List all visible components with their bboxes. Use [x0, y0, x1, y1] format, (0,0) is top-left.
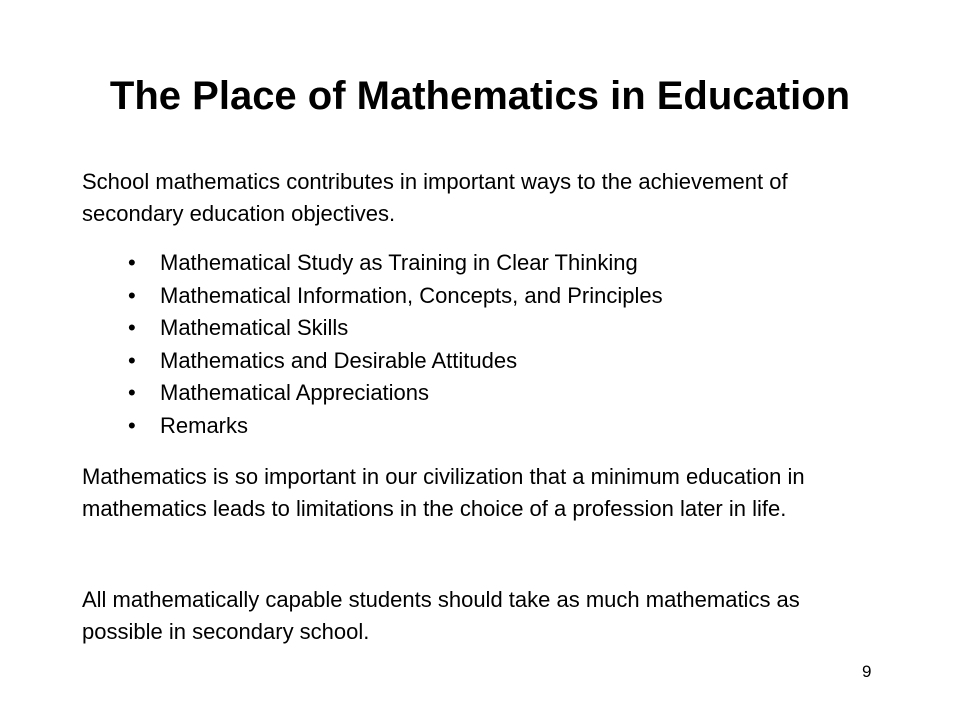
list-item-text: Mathematics and Desirable Attitudes	[160, 347, 518, 373]
list-item	[128, 345, 663, 378]
list-item-text: Mathematical Skills	[160, 315, 349, 340]
importance-paragraph: Mathematics is so important in our civilization that a minimum education in mathematics leads to limitations in the choice of a profession later in life.	[82, 464, 805, 521]
list-item	[128, 377, 663, 410]
bullet-icon: •	[128, 282, 136, 308]
list-item	[128, 312, 663, 345]
intro-paragraph: School mathematics contributes in important ways to the achievement of secondary education objectives.	[82, 169, 788, 226]
objectives-list	[128, 247, 663, 442]
list-item-text: Mathematical Information, Concepts, and Principles	[160, 282, 663, 308]
list-item-text: Mathematical Appreciations	[160, 380, 430, 405]
list-item-text: Remarks	[160, 412, 249, 438]
bullet-icon: •	[128, 315, 136, 340]
slide-title: The Place of Mathematics in Education	[109, 74, 851, 118]
bullet-icon: •	[128, 380, 136, 405]
recommendation-paragraph: All mathematically capable students should take as much mathematics as possible in secondary school.	[82, 587, 800, 644]
list-item-text: Mathematical Study as Training in Clear Thinking	[160, 250, 638, 275]
bullet-icon: •	[128, 347, 136, 373]
bullet-icon: •	[128, 250, 136, 275]
page-number: 9	[862, 662, 872, 681]
list-item	[128, 247, 663, 280]
list-item	[128, 410, 663, 443]
bullet-icon: •	[128, 412, 136, 438]
list-item	[128, 280, 663, 313]
